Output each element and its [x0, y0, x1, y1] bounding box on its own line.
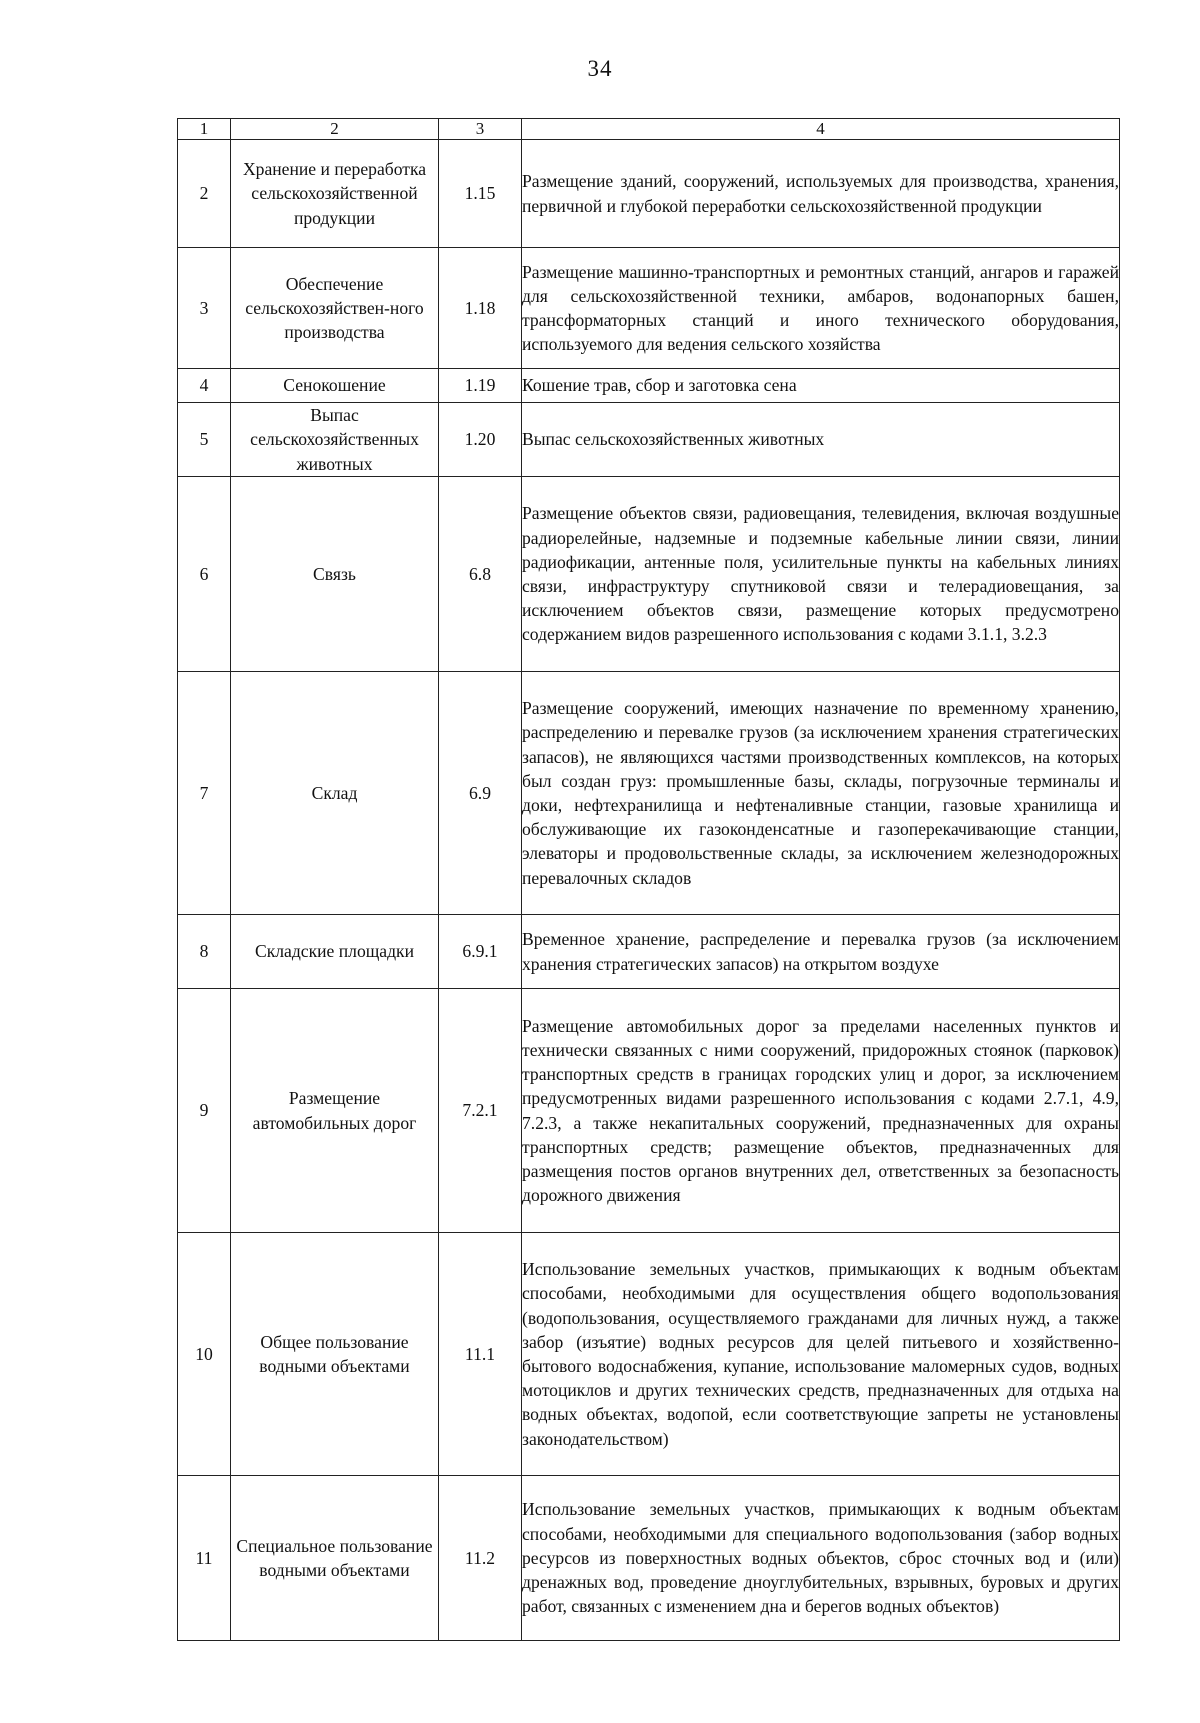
use-name: Хранение и переработка сельскохозяйственной продукции: [231, 140, 439, 248]
header-cell: 2: [231, 119, 439, 140]
use-description: Размещение объектов связи, радиовещания, телевидения, включая воздушные радиорелейные, надземные и подземные кабельные линии связи, линии радиофикации, антенные поля, усилительные пункты на кабельных линиях связи, инфраструктуру спутниковой связи и телерадиовещания, за исключением объектов связи, размещение которых предусмотрено содержанием видов разрешенного использования с кодами 3.1.1, 3.2.3: [522, 477, 1120, 672]
row-number: 2: [178, 140, 231, 248]
use-description: Использование земельных участков, примыкающих к водным объектам способами, необходимыми для осуществления общего водопользования (водопользования, осуществляемого гражданами для личных нужд, а также забор (изъятие) водных ресурсов для целей питьевого и хозяйственно-бытового водоснабжения, купание, использование маломерных судов, водных мотоциклов и других технических средств, предназначенных для отдыха на водных объектах, водопой, если соответствующие запреты не установлены законодательством): [522, 1233, 1120, 1476]
row-number: 8: [178, 915, 231, 989]
row-number: 7: [178, 672, 231, 915]
row-number: 6: [178, 477, 231, 672]
table-row: [178, 369, 1120, 403]
row-number: 4: [178, 369, 231, 403]
use-name: Связь: [231, 477, 439, 672]
use-name: Сенокошение: [231, 369, 439, 403]
header-cell: 1: [178, 119, 231, 140]
table-row: [178, 989, 1120, 1233]
land-use-table: [177, 118, 1120, 1641]
table-header-row: [178, 119, 1120, 140]
use-code: 6.9: [439, 672, 522, 915]
use-description: Размещение машинно-транспортных и ремонтных станций, ангаров и гаражей для сельскохозяйственной техники, амбаров, водонапорных башен, трансформаторных станций и иного технического оборудования, используемого для ведения сельского хозяйства: [522, 248, 1120, 369]
use-code: 1.19: [439, 369, 522, 403]
use-code: 1.20: [439, 403, 522, 477]
use-code: 1.15: [439, 140, 522, 248]
table-row: [178, 915, 1120, 989]
use-name: Общее пользование водными объектами: [231, 1233, 439, 1476]
use-name: Склад: [231, 672, 439, 915]
use-name: Размещение автомобильных дорог: [231, 989, 439, 1233]
use-code: 11.2: [439, 1476, 522, 1641]
use-code: 6.8: [439, 477, 522, 672]
table-row: [178, 248, 1120, 369]
use-description: Размещение автомобильных дорог за пределами населенных пунктов и технически связанных с ними сооружений, придорожных стоянок (парковок) транспортных средств в границах городских улиц и дорог, за исключением предусмотренных видами разрешенного использования с кодами 2.7.1, 4.9, 7.2.3, а также некапитальных сооружений, предназначенных для охраны транспортных средств; размещение объектов, предназначенных для размещения постов органов внутренних дел, ответственных за безопасность дорожного движения: [522, 989, 1120, 1233]
use-name: Складские площадки: [231, 915, 439, 989]
use-description: Временное хранение, распределение и перевалка грузов (за исключением хранения стратегических запасов) на открытом воздухе: [522, 915, 1120, 989]
row-number: 5: [178, 403, 231, 477]
use-description: Размещение сооружений, имеющих назначение по временному хранению, распределению и перевалке грузов (за исключением хранения стратегических запасов), не являющихся частями производственных комплексов, на которых был создан груз: промышленные базы, склады, погрузочные терминалы и доки, нефтехранилища и нефтеналивные станции, газовые хранилища и обслуживающие их газоконденсатные и газоперекачивающие станции, элеваторы и продовольственные склады, за исключением железнодорожных перевалочных складов: [522, 672, 1120, 915]
table-row: [178, 140, 1120, 248]
table-row: [178, 672, 1120, 915]
use-description: Размещение зданий, сооружений, используемых для производства, хранения, первичной и глубокой переработки сельскохозяйственной продукции: [522, 140, 1120, 248]
page-number: 34: [587, 56, 613, 81]
row-number: 11: [178, 1476, 231, 1641]
row-number: 3: [178, 248, 231, 369]
use-description: Использование земельных участков, примыкающих к водным объектам способами, необходимыми для специального водопользования (забор водных ресурсов из поверхностных водных объектов, сброс сточных вод и (или) дренажных вод, проведение дноуглубительных, взрывных, буровых и других работ, связанных с изменением дна и берегов водных объектов): [522, 1476, 1120, 1641]
use-code: 1.18: [439, 248, 522, 369]
row-number: 9: [178, 989, 231, 1233]
header-cell: 3: [439, 119, 522, 140]
table-row: [178, 1476, 1120, 1641]
table-row: [178, 477, 1120, 672]
use-name: Специальное пользование водными объектами: [231, 1476, 439, 1641]
use-name: Обеспечение сельскохозяйствен-ного производства: [231, 248, 439, 369]
use-code: 6.9.1: [439, 915, 522, 989]
use-description: Кошение трав, сбор и заготовка сена: [522, 369, 1120, 403]
use-code: 7.2.1: [439, 989, 522, 1233]
use-code: 11.1: [439, 1233, 522, 1476]
table-row: [178, 1233, 1120, 1476]
header-cell: 4: [522, 119, 1120, 140]
use-description: Выпас сельскохозяйственных животных: [522, 403, 1120, 477]
table-row: [178, 403, 1120, 477]
use-name: Выпас сельскохозяйственных животных: [231, 403, 439, 477]
row-number: 10: [178, 1233, 231, 1476]
